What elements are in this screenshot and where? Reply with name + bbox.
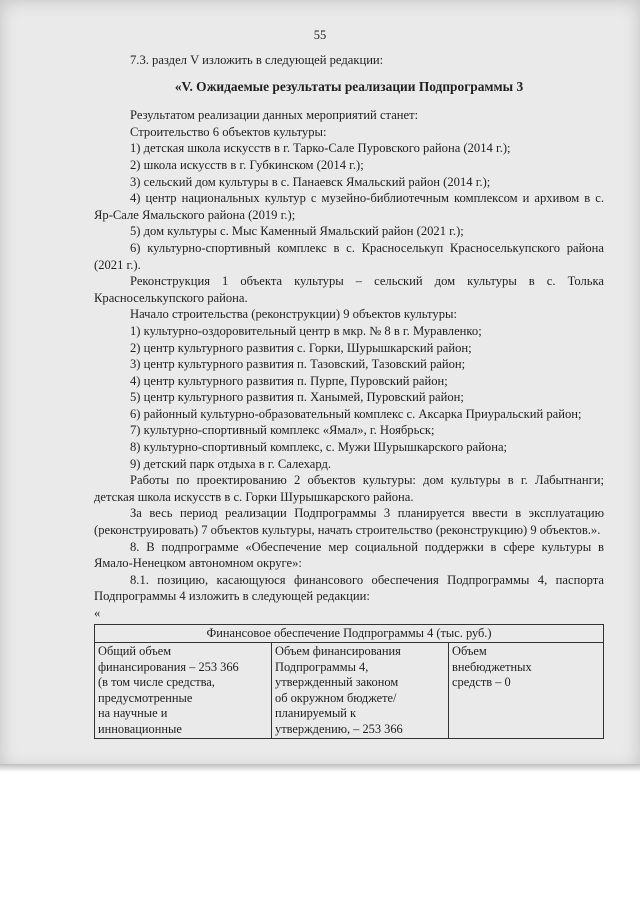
- page-number: 55: [313, 28, 327, 42]
- list-item: 6) культурно-спортивный комплекс в с. Красноселькуп Красноселькупского района (2021 г.).: [94, 240, 604, 272]
- list-item: 1) культурно-оздоровительный центр в мкр. № 8 в г. Муравленко;: [130, 323, 482, 338]
- list-item: 3) сельский дом культуры в с. Панаевск Ямальский район (2014 г.);: [130, 174, 491, 189]
- table-header: Финансовое обеспечение Подпрограммы 4 (тыс. руб.): [95, 624, 604, 643]
- construction-list: [94, 140, 604, 273]
- scan-edge: [0, 764, 640, 772]
- list-item: 4) центр культурного развития п. Пурпе, Пуровский район;: [130, 373, 448, 388]
- cell-line: Объем финансирования: [275, 644, 401, 659]
- cell-line: Общий объем: [98, 644, 172, 659]
- quote-open-mark: «: [94, 606, 101, 620]
- point-8-1-text: 8.1. позицию, касающуюся финансового обеспечения Подпрограммы 4, паспорта Подпрограммы 4 изложить в следующей редакции:: [94, 572, 604, 604]
- point-8-text: 8. В подпрограмме «Обеспечение мер социальной поддержки в сфере культуры в Ямало-Ненецком автономном округе»:: [94, 539, 604, 571]
- cell-line: средств – 0: [452, 675, 511, 690]
- list-item: 6) районный культурно-образовательный комплекс с. Аксарка Приуральский район;: [130, 406, 582, 421]
- table-cell-approved: [272, 643, 449, 739]
- section-instruction: 7.3. раздел V изложить в следующей редакции:: [130, 53, 384, 67]
- list-item: 8) культурно-спортивный комплекс, с. Мужи Шурышкарского района;: [130, 440, 508, 455]
- cell-line: утверждению, – 253 366: [275, 721, 403, 736]
- start-title: Начало строительства (реконструкции) 9 объектов культуры:: [130, 307, 457, 322]
- list-item: 3) центр культурного развития п. Тазовский, Тазовский район;: [130, 357, 466, 372]
- cell-line: утвержденный законом: [275, 675, 399, 690]
- cell-line: планируемый к: [275, 706, 357, 721]
- period-summary-text: За весь период реализации Подпрограммы 3 планируется ввести в эксплуатацию (реконструировать) 7 объектов культуры, начать строительство (реконструкцию) 9 объектов.».: [94, 506, 604, 538]
- financing-table: [94, 624, 604, 740]
- list-item: 5) центр культурного развития п. Ханымей, Пуровский район;: [130, 390, 464, 405]
- cell-line: предусмотренные: [98, 690, 193, 705]
- document-body: [94, 52, 604, 739]
- list-item: 2) школа искусств в г. Губкинском (2014 г.);: [130, 157, 364, 172]
- section-heading: «V. Ожидаемые результаты реализации Подпрограммы 3: [174, 78, 524, 94]
- table-cell-extrabudget: [449, 643, 604, 739]
- cell-line: на научные и: [98, 706, 168, 721]
- cell-line: финансирования – 253 366: [98, 659, 239, 674]
- cell-line: Подпрограммы 4,: [275, 659, 369, 674]
- start-list: [94, 323, 604, 472]
- intro-text: Результатом реализации данных мероприятий станет:: [130, 108, 419, 123]
- table-cell-total: [95, 643, 272, 739]
- construction-title: Строительство 6 объектов культуры:: [130, 124, 327, 139]
- list-item: 1) детская школа искусств в г. Тарко-Сале Пуровского района (2014 г.);: [130, 141, 511, 156]
- table-row: [95, 643, 604, 739]
- list-item: 4) центр национальных культур с музейно-библиотечным комплексом и архивом в с. Яр-Сале Ямальского района (2019 г.);: [94, 191, 604, 222]
- cell-line: (в том числе средства,: [98, 675, 215, 690]
- list-item: 7) культурно-спортивный комплекс «Ямал», г. Ноябрьск;: [130, 423, 435, 438]
- cell-line: инновационные: [98, 721, 182, 736]
- table-header-row: [95, 624, 604, 643]
- list-item: 5) дом культуры с. Мыс Каменный Ямальский район (2021 г.);: [130, 224, 464, 239]
- reconstruction-text: Реконструкция 1 объекта культуры – сельский дом культуры в с. Толька Красноселькупского района.: [94, 274, 604, 305]
- list-item: 2) центр культурного развития с. Горки, Шурышкарский район;: [130, 340, 472, 355]
- list-item: 9) детский парк отдыха в г. Салехард.: [130, 456, 332, 471]
- cell-line: Объем: [452, 644, 487, 659]
- cell-line: об окружном бюджете/: [275, 690, 397, 705]
- cell-line: внебюджетных: [452, 659, 532, 674]
- design-works-text: Работы по проектированию 2 объектов культуры: дом культуры в г. Лабытнанги; детская школа искусств в с. Горки Шурышкарского района.: [94, 473, 604, 504]
